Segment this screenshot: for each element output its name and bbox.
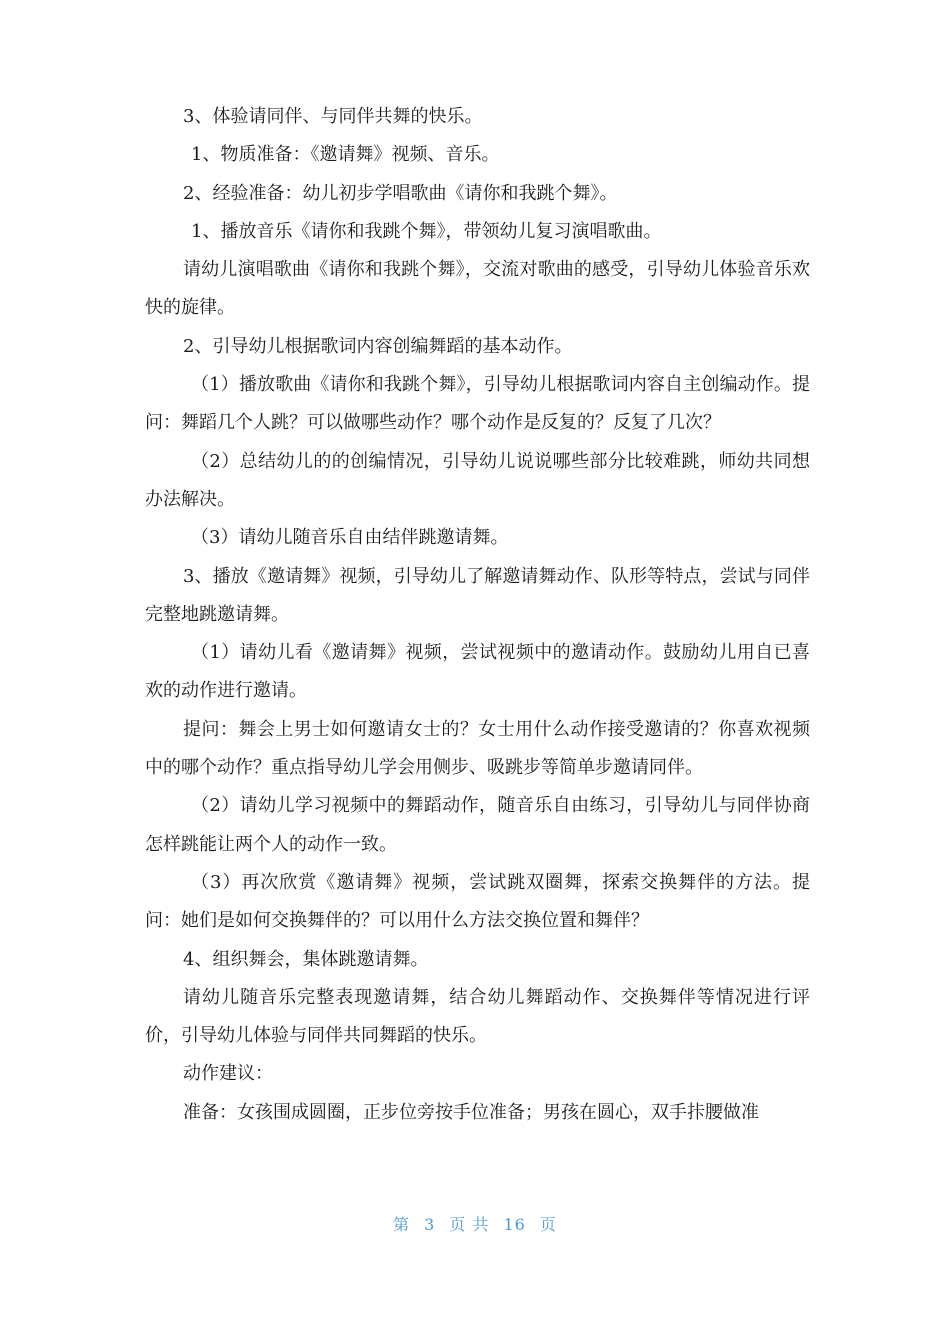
paragraph: （2）请幼儿学习视频中的舞蹈动作，随音乐自由练习，引导幼儿与同伴协商怎样跳能让两个人的动作一致。: [145, 795, 810, 855]
paragraph: （3）再次欣赏《邀请舞》视频，尝试跳双圈舞，探索交换舞伴的方法。提问：她们是如何交换舞伴的？可以用什么方法交换位置和舞伴？: [145, 871, 810, 932]
paragraph: 请幼儿演唱歌曲《请你和我跳个舞》，交流对歌曲的感受，引导幼儿体验音乐欢快的旋律。: [145, 259, 810, 319]
paragraph: 准备：女孩围成圆圈，正步位旁按手位准备；男孩在圆心，双手拤腰做准: [183, 1101, 759, 1123]
page-footer: [0, 1212, 950, 1235]
paragraph: 2、经验准备：幼儿初步学唱歌曲《请你和我跳个舞》。: [183, 182, 618, 204]
paragraph: 1、播放音乐《请你和我跳个舞》，带领幼儿复习演唱歌曲。: [191, 220, 662, 242]
footer-total-pages: 16: [503, 1215, 526, 1234]
paragraph: 提问：舞会上男士如何邀请女士的？女士用什么动作接受邀请的？你喜欢视频中的哪个动作？重点指导幼儿学会用侧步、吸跳步等简单步邀请同伴。: [145, 718, 810, 779]
footer-page-suffix: 页: [539, 1215, 557, 1234]
paragraph: （1）请幼儿看《邀请舞》视频，尝试视频中的邀请动作。鼓励幼儿用自已喜欢的动作进行邀请。: [145, 642, 810, 702]
paragraph: 4、组织舞会，集体跳邀请舞。: [183, 948, 429, 970]
paragraph: 动作建议：: [183, 1063, 273, 1085]
paragraph: （1）播放歌曲《请你和我跳个舞》，引导幼儿根据歌词内容自主创编动作。提问：舞蹈几个人跳？可以做哪些动作？哪个动作是反复的？反复了几次？: [145, 374, 810, 434]
paragraph: 2、引导幼儿根据歌词内容创编舞蹈的基本动作。: [183, 335, 573, 357]
paragraph: 1、物质准备：《邀请舞》视频、音乐。: [191, 144, 500, 166]
footer-total-prefix: 页 共: [449, 1215, 490, 1234]
paragraph: （3）请幼儿随音乐自由结伴跳邀请舞。: [191, 527, 509, 549]
footer-current-page: 3: [424, 1215, 436, 1234]
paragraph: （2）总结幼儿的的创编情况，引导幼儿说说哪些部分比较难跳，师幼共同想办法解决。: [145, 450, 810, 510]
paragraph: 3、体验请同伴、与同伴共舞的快乐。: [183, 106, 483, 127]
paragraph: 请幼儿随音乐完整表现邀请舞，结合幼儿舞蹈动作、交换舞伴等情况进行评价，引导幼儿体验与同伴共同舞蹈的快乐。: [145, 986, 810, 1047]
footer-page-word: 第: [393, 1215, 411, 1234]
document-body: [145, 98, 810, 1132]
paragraph: 3、播放《邀请舞》视频，引导幼儿了解邀请舞动作、队形等特点，尝试与同伴完整地跳邀请舞。: [145, 565, 810, 625]
